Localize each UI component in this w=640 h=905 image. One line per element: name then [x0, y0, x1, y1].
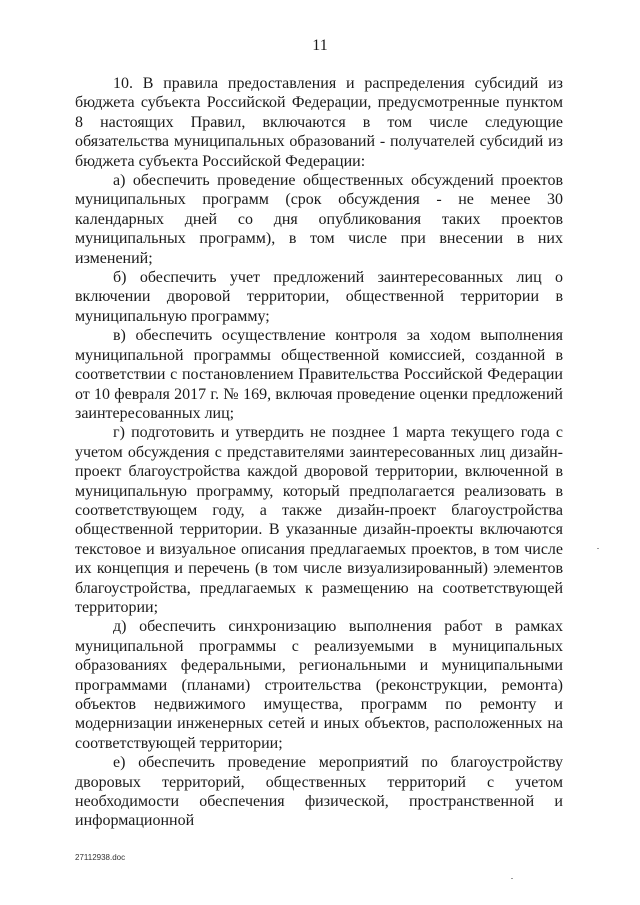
scan-speck [597, 548, 599, 549]
scan-speck [511, 878, 513, 879]
paragraph-a: а) обеспечить проведение общественных обсуждений проектов муниципальных программ (срок обсуждения - не менее 30 календарных дней со дня опубликования таких проектов муниципальных программ), в том числе при внесении в них изменений; [75, 172, 563, 267]
paragraph-b: б) обеспечить учет предложений заинтересованных лиц о включении дворовой территории, общественной территории в муниципальную программу; [75, 269, 563, 325]
paragraph-g: г) подготовить и утвердить не позднее 1 марта текущего года с учетом обсуждения с представителями заинтересованных лиц дизайн-проект благоустройства каждой дворовой территории, включенной в муниципальную программу, который предполагается реализовать в соответствующем году, а также дизайн-проект благоустройства общественной территории. В указанные дизайн-проекты включаются текстовое и визуальное описания предлагаемых проектов, в том числе их концепция и перечень (в том числе визуализированный) элементов благоустройства, предлагаемых к размещению на соответствующей территории; [75, 424, 563, 616]
paragraph-10: 10. В правила предоставления и распределения субсидий из бюджета субъекта Российской Федерации, предусмотренные пунктом 8 настоящих Правил, включаются в том числе следующие обязательства муниципальных образований - получателей субсидий из бюджета субъекта Российской Федерации: [75, 75, 563, 170]
file-name-footer: 27112938.doc [75, 853, 126, 862]
document-body [75, 74, 563, 831]
paragraph-e: е) обеспечить проведение мероприятий по благоустройству дворовых территорий, общественных территорий с учетом необходимости обеспечения физической, пространственной и информационной [75, 754, 563, 830]
paragraph-v: в) обеспечить осуществление контроля за ходом выполнения муниципальной программы общественной комиссией, созданной в соответствии с постановлением Правительства Российской Федерации от 10 февраля 2017 г. № 169, включая проведение оценки предложений заинтересованных лиц; [75, 327, 563, 422]
page-number: 11 [312, 37, 328, 54]
paragraph-d: д) обеспечить синхронизацию выполнения работ в рамках муниципальной программы с реализуемыми в муниципальных образованиях федеральными, региональными и муниципальными программами (планами) строительства (реконструкции, ремонта) объектов недвижимого имущества, программ по ремонту и модернизации инженерных сетей и иных объектов, расположенных на соответствующей территории; [75, 618, 563, 752]
